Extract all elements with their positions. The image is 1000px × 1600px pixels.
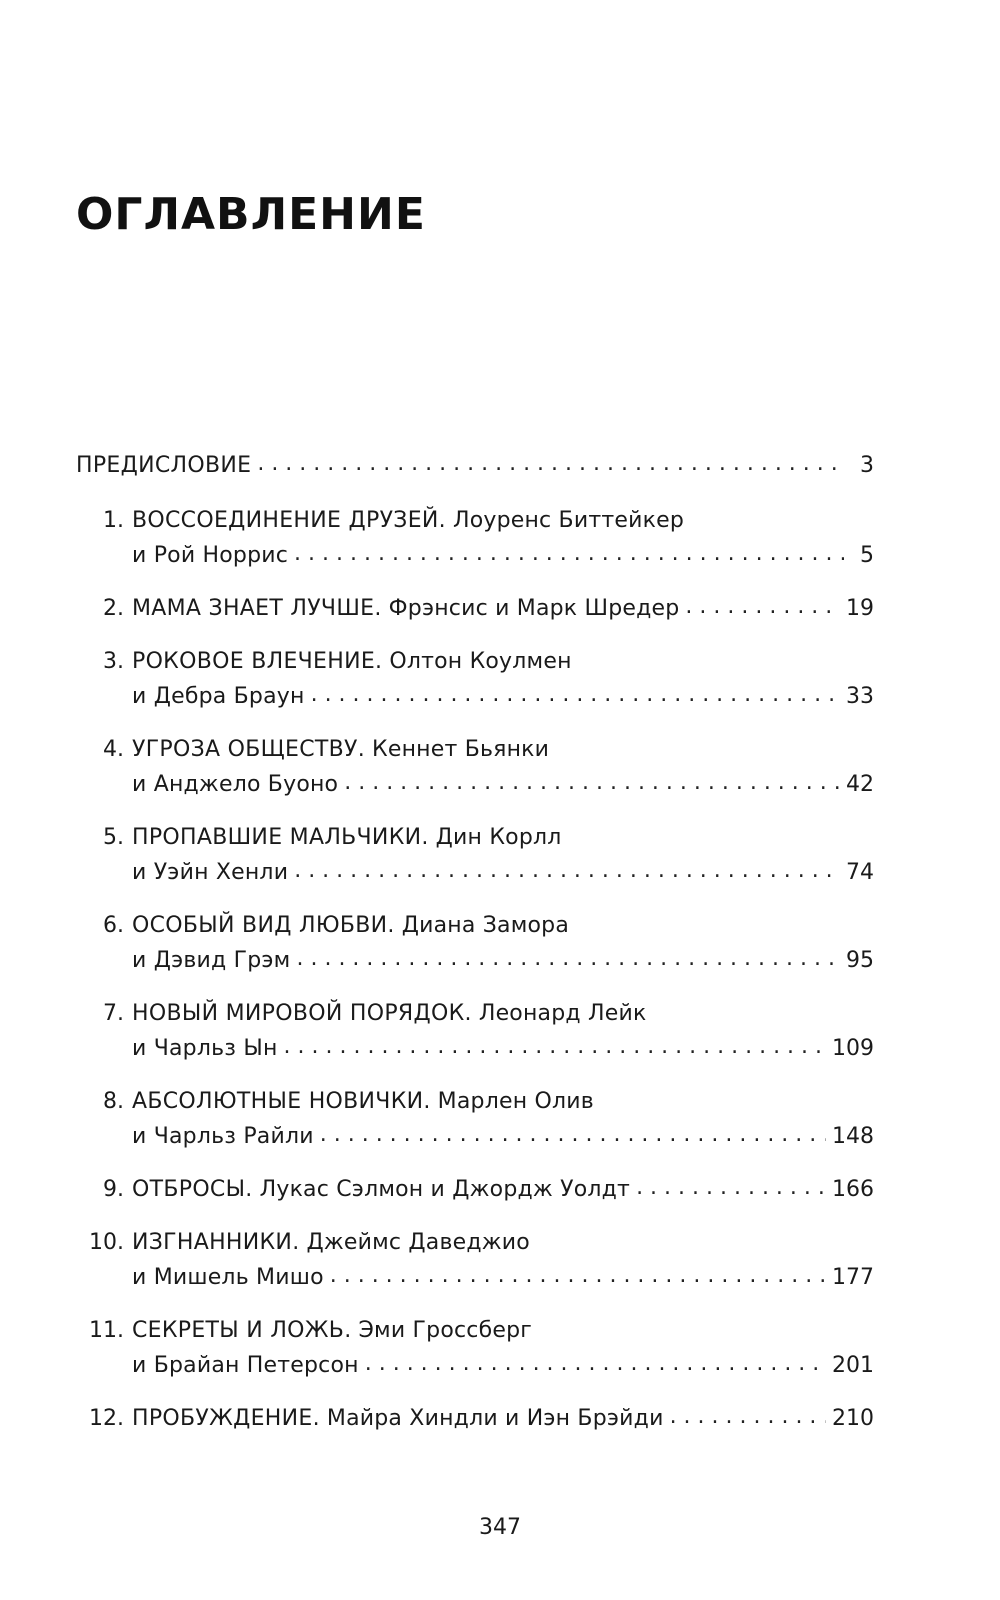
- toc-line-continuation: [76, 1260, 874, 1295]
- toc-entry-authors: и Дебра Браун: [132, 684, 305, 709]
- toc-entry-number: 5.: [103, 825, 124, 850]
- dot-leader: [320, 1117, 826, 1152]
- toc-entry-number: 1.: [103, 508, 124, 533]
- toc-entry-heading: ПРЕДИСЛОВИЕ: [76, 453, 252, 478]
- toc-page-number: 74: [846, 860, 874, 885]
- toc-entry-preface: [76, 448, 874, 483]
- toc-entry-number: 3.: [103, 649, 124, 674]
- page-title: ОГЛАВЛЕНИЕ: [76, 189, 426, 240]
- page-number-footer: 347: [479, 1515, 521, 1540]
- dot-leader: [685, 589, 840, 624]
- toc-entry-authors: и Анджело Буоно: [132, 772, 339, 797]
- toc-entry-number: 10.: [89, 1230, 124, 1255]
- toc-entry-number: 6.: [103, 913, 124, 938]
- dot-leader: [330, 1258, 826, 1293]
- toc-entry: [76, 820, 874, 890]
- toc-entry: [76, 908, 874, 978]
- toc-entry-number: 12.: [89, 1406, 124, 1431]
- toc-entry-heading: СЕКРЕТЫ И ЛОЖЬ.: [132, 1318, 352, 1343]
- toc-entry-authors: Фрэнсис и Марк Шредер: [388, 596, 680, 621]
- toc-entry-number: 11.: [89, 1318, 124, 1343]
- toc-line: [76, 1401, 874, 1436]
- table-of-contents: [76, 448, 874, 1454]
- toc-entry: [76, 503, 874, 573]
- toc-line-continuation: [76, 855, 874, 890]
- toc-line: [76, 732, 874, 767]
- toc-entry-authors: Леонард Лейк: [478, 1001, 647, 1026]
- toc-entry-heading: ИЗГНАННИКИ.: [132, 1230, 300, 1255]
- toc-line: [76, 996, 874, 1031]
- toc-entry-authors: Лукас Сэлмон и Джордж Уолдт: [259, 1177, 631, 1202]
- toc-page-number: 166: [832, 1177, 874, 1202]
- toc-entry-heading: ВОССОЕДИНЕНИЕ ДРУЗЕЙ.: [132, 508, 446, 533]
- toc-entry: [76, 1172, 874, 1207]
- dot-leader: [344, 765, 840, 800]
- toc-page-number: 109: [832, 1036, 874, 1061]
- dot-leader: [284, 1029, 826, 1064]
- toc-entry-authors: и Дэвид Грэм: [132, 948, 291, 973]
- toc-entry-authors: Лоуренс Биттейкер: [452, 508, 684, 533]
- dot-leader: [670, 1399, 826, 1434]
- toc-entry: [76, 732, 874, 802]
- toc-entry-authors: и Брайан Петерсон: [132, 1353, 359, 1378]
- toc-page-number: 3: [860, 453, 874, 478]
- toc-line: [76, 820, 874, 855]
- toc-page-number: 5: [860, 543, 874, 568]
- toc-entry-number: 4.: [103, 737, 124, 762]
- toc-entry-authors: Кеннет Бьянки: [372, 737, 550, 762]
- toc-entry-authors: и Рой Норрис: [132, 543, 289, 568]
- toc-entry-number: 7.: [103, 1001, 124, 1026]
- toc-entry-authors: Диана Замора: [401, 913, 570, 938]
- dot-leader: [294, 853, 840, 888]
- toc-line-continuation: [76, 767, 874, 802]
- toc-line: [76, 908, 874, 943]
- toc-line-continuation: [76, 943, 874, 978]
- toc-entry-authors: Джеймс Даведжио: [306, 1230, 530, 1255]
- toc-entry-heading: ОСОБЫЙ ВИД ЛЮБВИ.: [132, 913, 395, 938]
- toc-page-number: 177: [832, 1265, 874, 1290]
- toc-line: [76, 448, 874, 483]
- toc-page-number: 201: [832, 1353, 874, 1378]
- toc-line-continuation: [76, 1348, 874, 1383]
- toc-line: [76, 503, 874, 538]
- toc-entry-heading: НОВЫЙ МИРОВОЙ ПОРЯДОК.: [132, 1001, 472, 1026]
- toc-entry-authors: Эми Гроссберг: [358, 1318, 532, 1343]
- toc-entry: [76, 1084, 874, 1154]
- toc-entry: [76, 1401, 874, 1436]
- toc-entry-authors: и Чарльз Ын: [132, 1036, 278, 1061]
- dot-leader: [636, 1170, 826, 1205]
- toc-entry-heading: ПРОБУЖДЕНИЕ.: [132, 1406, 320, 1431]
- toc-entry: [76, 996, 874, 1066]
- toc-line: [76, 1225, 874, 1260]
- toc-page-number: 42: [846, 772, 874, 797]
- toc-line: [76, 1084, 874, 1119]
- dot-leader: [311, 677, 840, 712]
- toc-line-continuation: [76, 1119, 874, 1154]
- toc-page-number: 95: [846, 948, 874, 973]
- toc-entry: [76, 1313, 874, 1383]
- toc-entry-heading: ОТБРОСЫ.: [132, 1177, 253, 1202]
- toc-entry-authors: и Чарльз Райли: [132, 1124, 314, 1149]
- toc-line-continuation: [76, 1031, 874, 1066]
- dot-leader: [365, 1346, 826, 1381]
- toc-entry-number: 8.: [103, 1089, 124, 1114]
- toc-line: [76, 591, 874, 626]
- toc-entry: [76, 1225, 874, 1295]
- toc-entry-authors: и Уэйн Хенли: [132, 860, 289, 885]
- toc-entry: [76, 644, 874, 714]
- toc-page-number: 148: [832, 1124, 874, 1149]
- toc-entry-authors: Майра Хиндли и Иэн Брэйди: [326, 1406, 664, 1431]
- dot-leader: [257, 446, 844, 481]
- toc-entry-number: 2.: [103, 596, 124, 621]
- toc-page-number: 33: [846, 684, 874, 709]
- toc-entry-heading: МАМА ЗНАЕТ ЛУЧШЕ.: [132, 596, 382, 621]
- toc-line: [76, 1313, 874, 1348]
- toc-entry-heading: АБСОЛЮТНЫЕ НОВИЧКИ.: [132, 1089, 431, 1114]
- toc-line-continuation: [76, 679, 874, 714]
- toc-entry-heading: ПРОПАВШИЕ МАЛЬЧИКИ.: [132, 825, 429, 850]
- toc-page-number: 19: [846, 596, 874, 621]
- toc-entry-authors: Марлен Олив: [437, 1089, 594, 1114]
- toc-entry-heading: РОКОВОЕ ВЛЕЧЕНИЕ.: [132, 649, 383, 674]
- toc-entry-number: 9.: [103, 1177, 124, 1202]
- dot-leader: [294, 536, 844, 571]
- toc-entry-authors: Олтон Коулмен: [389, 649, 572, 674]
- dot-leader: [296, 941, 840, 976]
- toc-line-continuation: [76, 538, 874, 573]
- toc-entry-authors: и Мишель Мишо: [132, 1265, 324, 1290]
- toc-entry-heading: УГРОЗА ОБЩЕСТВУ.: [132, 737, 366, 762]
- toc-entry: [76, 591, 874, 626]
- toc-entry-authors: Дин Корлл: [435, 825, 562, 850]
- toc-line: [76, 644, 874, 679]
- toc-page-number: 210: [832, 1406, 874, 1431]
- toc-line: [76, 1172, 874, 1207]
